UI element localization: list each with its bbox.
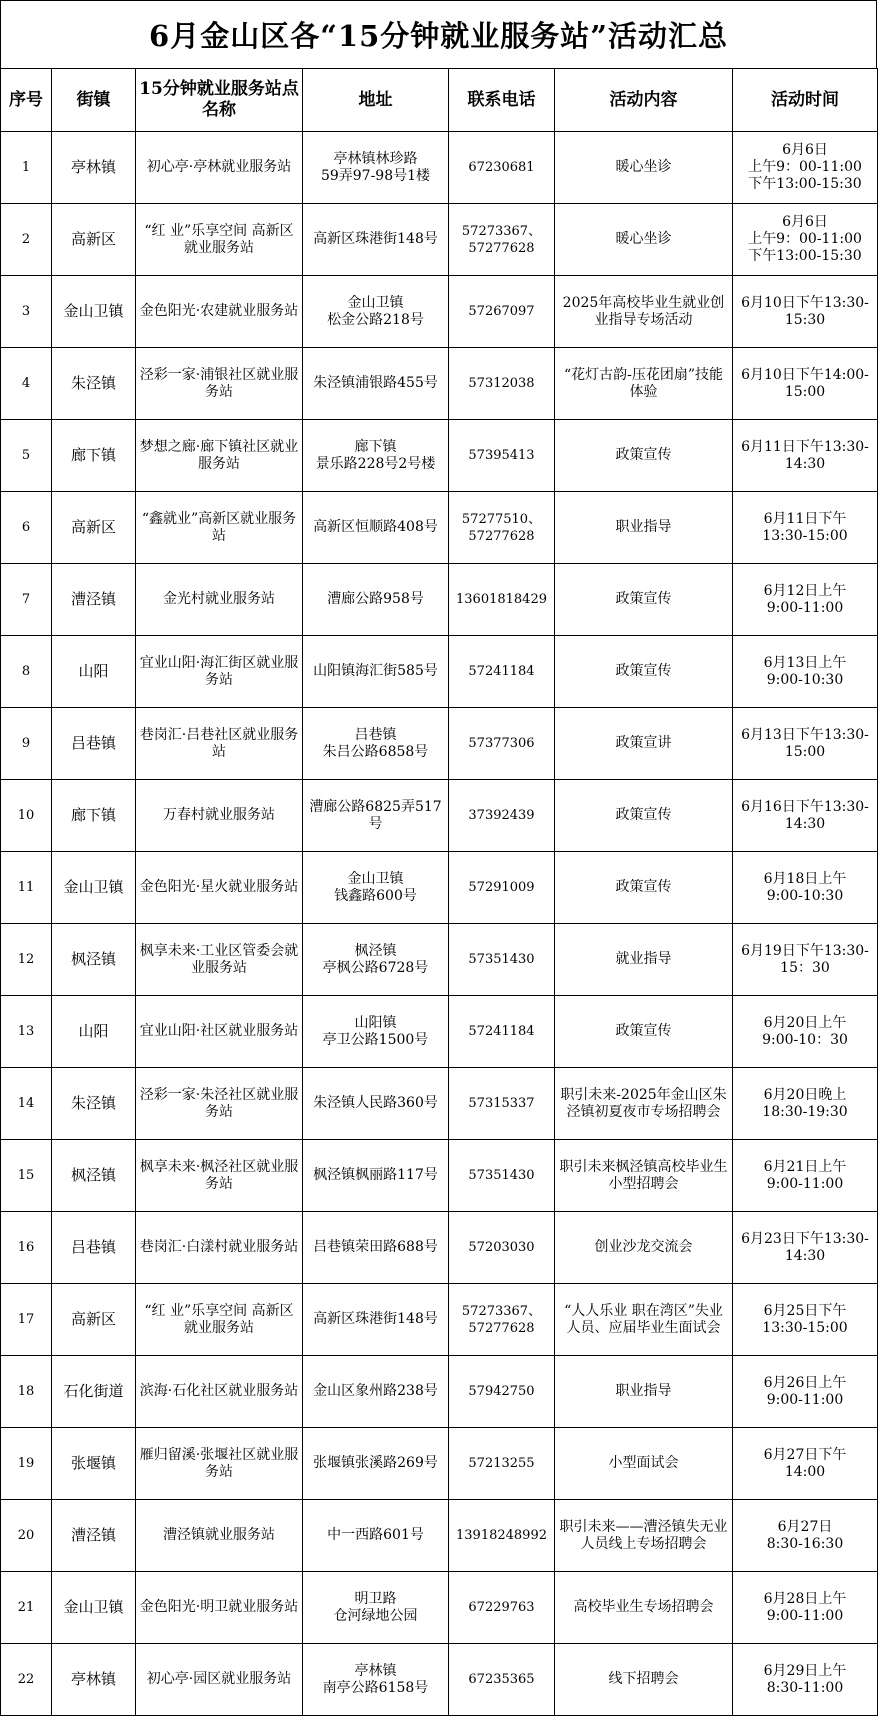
cell-address: 吕巷镇 朱吕公路6858号 [303,708,449,780]
cell-activity: 政策宣传 [555,564,733,636]
cell-no: 21 [1,1572,52,1644]
cell-time: 6月21日上午 9:00-11:00 [733,1140,878,1212]
cell-no: 14 [1,1068,52,1140]
cell-no: 18 [1,1356,52,1428]
cell-station: 漕泾镇就业服务站 [136,1500,303,1572]
cell-address: 山阳镇 亭卫公路1500号 [303,996,449,1068]
cell-no: 13 [1,996,52,1068]
cell-phone: 57315337 [449,1068,555,1140]
cell-town: 亭林镇 [52,132,136,204]
table-row [1,132,878,204]
cell-activity: 政策宣讲 [555,708,733,780]
cell-town: 金山卫镇 [52,276,136,348]
cell-time: 6月25日下午 13:30-15:00 [733,1284,878,1356]
cell-town: 高新区 [52,492,136,564]
table-body [1,132,878,1716]
cell-time: 6月16日下午13:30-14:30 [733,780,878,852]
cell-address: 金山卫镇 钱鑫路600号 [303,852,449,924]
cell-town: 吕巷镇 [52,708,136,780]
cell-station: 梦想之廊·廊下镇社区就业服务站 [136,420,303,492]
cell-town: 金山卫镇 [52,1572,136,1644]
table-row [1,492,878,564]
table-row [1,852,878,924]
cell-time: 6月11日下午 13:30-15:00 [733,492,878,564]
cell-phone: 57213255 [449,1428,555,1500]
cell-activity: “人人乐业 职在湾区”失业人员、应届毕业生面试会 [555,1284,733,1356]
cell-address: 金山区象州路238号 [303,1356,449,1428]
cell-address: 山阳镇海汇街585号 [303,636,449,708]
cell-no: 9 [1,708,52,780]
cell-station: 枫享未来·枫泾社区就业服务站 [136,1140,303,1212]
cell-station: 金色阳光·农建就业服务站 [136,276,303,348]
table-row [1,276,878,348]
table-row [1,420,878,492]
header-station: 15分钟就业服务站点名称 [136,69,303,132]
cell-time: 6月12日上午 9:00-11:00 [733,564,878,636]
table-row [1,1212,878,1284]
table-row [1,708,878,780]
header-row [1,69,878,132]
cell-town: 石化街道 [52,1356,136,1428]
cell-address: 高新区珠港街148号 [303,1284,449,1356]
cell-phone: 67230681 [449,132,555,204]
cell-station: 初心亭·亭林就业服务站 [136,132,303,204]
cell-station: 初心亭·园区就业服务站 [136,1644,303,1716]
cell-town: 枫泾镇 [52,924,136,996]
cell-address: 亭林镇 南亭公路6158号 [303,1644,449,1716]
cell-town: 山阳 [52,996,136,1068]
cell-address: 中一西路601号 [303,1500,449,1572]
cell-time: 6月26日上午 9:00-11:00 [733,1356,878,1428]
cell-no: 1 [1,132,52,204]
table-row [1,780,878,852]
cell-station: 泾彩一家·朱泾社区就业服务站 [136,1068,303,1140]
cell-activity: 就业指导 [555,924,733,996]
table-row [1,204,878,276]
cell-town: 漕泾镇 [52,1500,136,1572]
cell-address: 高新区恒顺路408号 [303,492,449,564]
cell-no: 2 [1,204,52,276]
cell-no: 11 [1,852,52,924]
cell-address: 吕巷镇荣田路688号 [303,1212,449,1284]
cell-time: 6月10日下午14:00-15:00 [733,348,878,420]
cell-no: 17 [1,1284,52,1356]
table-row [1,1140,878,1212]
cell-no: 6 [1,492,52,564]
header-address: 地址 [303,69,449,132]
cell-activity: 职引未来——漕泾镇失无业人员线上专场招聘会 [555,1500,733,1572]
cell-no: 16 [1,1212,52,1284]
cell-station: 宜业山阳·社区就业服务站 [136,996,303,1068]
cell-activity: 政策宣传 [555,780,733,852]
cell-phone: 57942750 [449,1356,555,1428]
cell-no: 20 [1,1500,52,1572]
cell-station: 泾彩一家·浦银社区就业服务站 [136,348,303,420]
cell-town: 金山卫镇 [52,852,136,924]
cell-phone: 57351430 [449,924,555,996]
cell-activity: 职引未来-2025年金山区朱泾镇初夏夜市专场招聘会 [555,1068,733,1140]
cell-time: 6月6日 上午9：00-11:00 下午13:00-15:30 [733,132,878,204]
cell-town: 枫泾镇 [52,1140,136,1212]
cell-station: 滨海·石化社区就业服务站 [136,1356,303,1428]
cell-phone: 57203030 [449,1212,555,1284]
cell-address: 朱泾镇人民路360号 [303,1068,449,1140]
cell-time: 6月29日上午 8:30-11:00 [733,1644,878,1716]
cell-station: “鑫就业”高新区就业服务站 [136,492,303,564]
cell-no: 19 [1,1428,52,1500]
cell-station: 巷岗汇·吕巷社区就业服务站 [136,708,303,780]
cell-station: 金色阳光·星火就业服务站 [136,852,303,924]
cell-time: 6月10日下午13:30-15:30 [733,276,878,348]
cell-station: 金色阳光·明卫就业服务站 [136,1572,303,1644]
cell-activity: 政策宣传 [555,996,733,1068]
cell-address: 枫泾镇枫丽路117号 [303,1140,449,1212]
cell-activity: 政策宣传 [555,852,733,924]
cell-phone: 57351430 [449,1140,555,1212]
table-row [1,1428,878,1500]
cell-station: 枫享未来·工业区管委会就业服务站 [136,924,303,996]
cell-phone: 37392439 [449,780,555,852]
cell-phone: 57377306 [449,708,555,780]
cell-no: 7 [1,564,52,636]
cell-time: 6月27日下午 14:00 [733,1428,878,1500]
table-row [1,1644,878,1716]
cell-phone: 57273367、 57277628 [449,204,555,276]
cell-town: 高新区 [52,204,136,276]
cell-activity: 职业指导 [555,492,733,564]
cell-station: 巷岗汇·白漾村就业服务站 [136,1212,303,1284]
cell-town: 朱泾镇 [52,348,136,420]
cell-phone: 67235365 [449,1644,555,1716]
cell-time: 6月13日上午 9:00-10:30 [733,636,878,708]
cell-activity: 创业沙龙交流会 [555,1212,733,1284]
table-row [1,636,878,708]
cell-phone: 57291009 [449,852,555,924]
cell-town: 亭林镇 [52,1644,136,1716]
cell-no: 8 [1,636,52,708]
table-row [1,1572,878,1644]
table-row [1,1500,878,1572]
cell-address: 张堰镇张溪路269号 [303,1428,449,1500]
cell-town: 廊下镇 [52,420,136,492]
cell-time: 6月23日下午13:30-14:30 [733,1212,878,1284]
cell-address: 漕廊公路6825弄517号 [303,780,449,852]
cell-address: 廊下镇 景乐路228号2号楼 [303,420,449,492]
cell-activity: 2025年高校毕业生就业创业指导专场活动 [555,276,733,348]
cell-address: 亭林镇林珍路 59弄97-98号1楼 [303,132,449,204]
cell-phone: 57267097 [449,276,555,348]
cell-time: 6月13日下午13:30-15:00 [733,708,878,780]
cell-activity: 暖心坐诊 [555,204,733,276]
cell-town: 张堰镇 [52,1428,136,1500]
cell-time: 6月27日 8:30-16:30 [733,1500,878,1572]
cell-activity: 政策宣传 [555,636,733,708]
cell-address: 金山卫镇 松金公路218号 [303,276,449,348]
cell-phone: 13918248992 [449,1500,555,1572]
table-row [1,996,878,1068]
header-no: 序号 [1,69,52,132]
cell-no: 15 [1,1140,52,1212]
cell-station: 宜业山阳·海汇街区就业服务站 [136,636,303,708]
cell-activity: 职引未来枫泾镇高校毕业生小型招聘会 [555,1140,733,1212]
cell-no: 4 [1,348,52,420]
cell-activity: 小型面试会 [555,1428,733,1500]
table-row [1,1068,878,1140]
cell-no: 12 [1,924,52,996]
cell-phone: 57277510、 57277628 [449,492,555,564]
cell-activity: “花灯古韵-压花团扇”技能体验 [555,348,733,420]
cell-town: 高新区 [52,1284,136,1356]
table-row [1,924,878,996]
cell-time: 6月18日上午 9:00-10:30 [733,852,878,924]
cell-town: 漕泾镇 [52,564,136,636]
cell-station: “红 业”乐享空间 高新区就业服务站 [136,204,303,276]
cell-activity: 高校毕业生专场招聘会 [555,1572,733,1644]
cell-phone: 13601818429 [449,564,555,636]
cell-phone: 57241184 [449,636,555,708]
cell-activity: 线下招聘会 [555,1644,733,1716]
header-activity: 活动内容 [555,69,733,132]
cell-phone: 57241184 [449,996,555,1068]
table-row [1,1356,878,1428]
cell-activity: 职业指导 [555,1356,733,1428]
page-title: 6月金山区各“15分钟就业服务站”活动汇总 [0,0,877,68]
cell-no: 3 [1,276,52,348]
cell-address: 高新区珠港街148号 [303,204,449,276]
cell-station: 万春村就业服务站 [136,780,303,852]
cell-time: 6月19日下午13:30-15：30 [733,924,878,996]
cell-time: 6月28日上午 9:00-11:00 [733,1572,878,1644]
header-town: 街镇 [52,69,136,132]
cell-no: 5 [1,420,52,492]
table-row [1,348,878,420]
cell-town: 山阳 [52,636,136,708]
table-row [1,564,878,636]
cell-time: 6月6日 上午9：00-11:00 下午13:00-15:30 [733,204,878,276]
table-row [1,1284,878,1356]
cell-activity: 政策宣传 [555,420,733,492]
cell-time: 6月20日晚上 18:30-19:30 [733,1068,878,1140]
cell-address: 朱泾镇浦银路455号 [303,348,449,420]
cell-station: 金光村就业服务站 [136,564,303,636]
cell-address: 明卫路 仓河绿地公园 [303,1572,449,1644]
cell-address: 枫泾镇 亭枫公路6728号 [303,924,449,996]
cell-no: 10 [1,780,52,852]
cell-phone: 67229763 [449,1572,555,1644]
cell-phone: 57312038 [449,348,555,420]
cell-time: 6月11日下午13:30-14:30 [733,420,878,492]
cell-address: 漕廊公路958号 [303,564,449,636]
cell-no: 22 [1,1644,52,1716]
header-time: 活动时间 [733,69,878,132]
cell-town: 朱泾镇 [52,1068,136,1140]
cell-phone: 57395413 [449,420,555,492]
cell-time: 6月20日上午 9:00-10：30 [733,996,878,1068]
cell-station: “红 业”乐享空间 高新区就业服务站 [136,1284,303,1356]
activity-table [0,68,878,1716]
cell-town: 廊下镇 [52,780,136,852]
cell-station: 雁归留溪·张堰社区就业服务站 [136,1428,303,1500]
cell-phone: 57273367、 57277628 [449,1284,555,1356]
cell-activity: 暖心坐诊 [555,132,733,204]
header-phone: 联系电话 [449,69,555,132]
cell-town: 吕巷镇 [52,1212,136,1284]
